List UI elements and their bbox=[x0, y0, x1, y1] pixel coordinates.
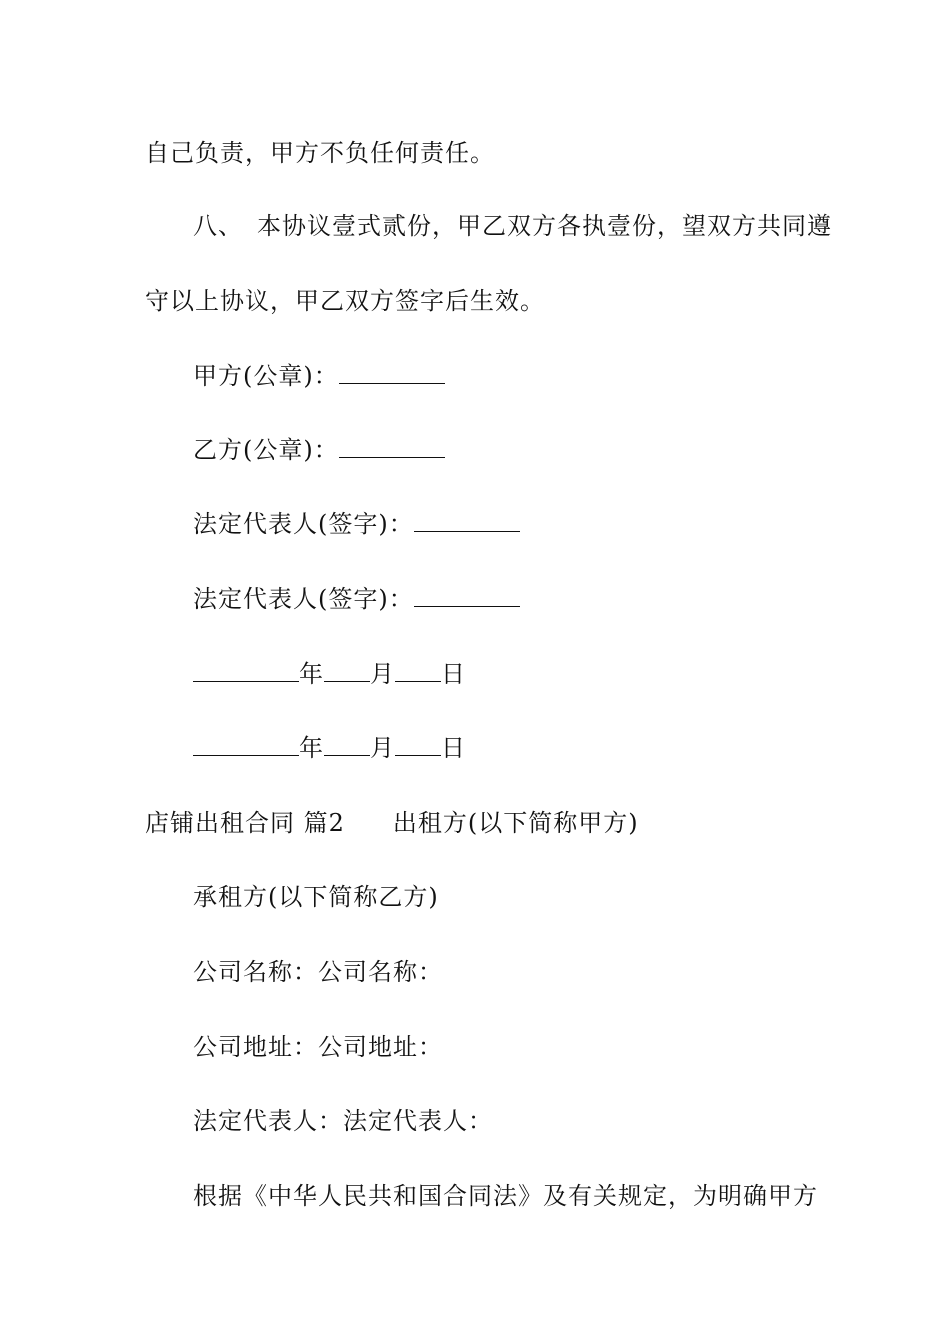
signature-label: 法定代表人(签字)： bbox=[193, 510, 414, 538]
paragraph-continuation: 自己负责，甲方不负任何责任。 bbox=[145, 139, 495, 167]
year-blank bbox=[193, 659, 299, 682]
year-label: 年 bbox=[299, 734, 324, 762]
signature-party-b bbox=[193, 435, 445, 465]
signature-label: 法定代表人(签字)： bbox=[193, 585, 414, 613]
section-title: 店铺出租合同 bbox=[145, 809, 295, 837]
clause-number: 八、 bbox=[193, 212, 243, 240]
day-blank bbox=[395, 659, 441, 682]
signature-label: 乙方(公章)： bbox=[193, 436, 339, 464]
contract-basis-paragraph: 根据《中华人民共和国合同法》及有关规定，为明确甲方 bbox=[193, 1182, 818, 1210]
legal-rep-line: 法定代表人：法定代表人： bbox=[193, 1107, 493, 1135]
signature-legal-rep-b bbox=[193, 584, 520, 614]
date-line-b bbox=[193, 733, 466, 763]
company-name-line: 公司名称：公司名称： bbox=[193, 958, 443, 986]
signature-blank bbox=[414, 509, 520, 532]
month-blank bbox=[324, 733, 370, 756]
clause-eight-line2: 守以上协议，甲乙双方签字后生效。 bbox=[145, 287, 545, 315]
month-label: 月 bbox=[370, 660, 395, 688]
section-heading bbox=[145, 808, 639, 838]
signature-blank bbox=[414, 584, 520, 607]
signature-blank bbox=[339, 361, 445, 384]
signature-party-a bbox=[193, 361, 445, 391]
year-label: 年 bbox=[299, 660, 324, 688]
signature-blank bbox=[339, 435, 445, 458]
lessee-line: 承租方(以下简称乙方) bbox=[193, 883, 439, 911]
month-blank bbox=[324, 659, 370, 682]
day-label: 日 bbox=[441, 734, 466, 762]
year-blank bbox=[193, 733, 299, 756]
lessor-line: 出租方(以下简称甲方) bbox=[392, 809, 639, 837]
clause-eight-line1 bbox=[193, 211, 832, 241]
clause-text: 本协议壹式贰份，甲乙双方各执壹份，望双方共同遵 bbox=[257, 212, 832, 240]
section-label: 篇2 bbox=[303, 809, 345, 837]
company-address-line: 公司地址：公司地址： bbox=[193, 1033, 443, 1061]
day-blank bbox=[395, 733, 441, 756]
signature-legal-rep-a bbox=[193, 509, 520, 539]
date-line-a bbox=[193, 659, 466, 689]
signature-label: 甲方(公章)： bbox=[193, 362, 339, 390]
month-label: 月 bbox=[370, 734, 395, 762]
day-label: 日 bbox=[441, 660, 466, 688]
